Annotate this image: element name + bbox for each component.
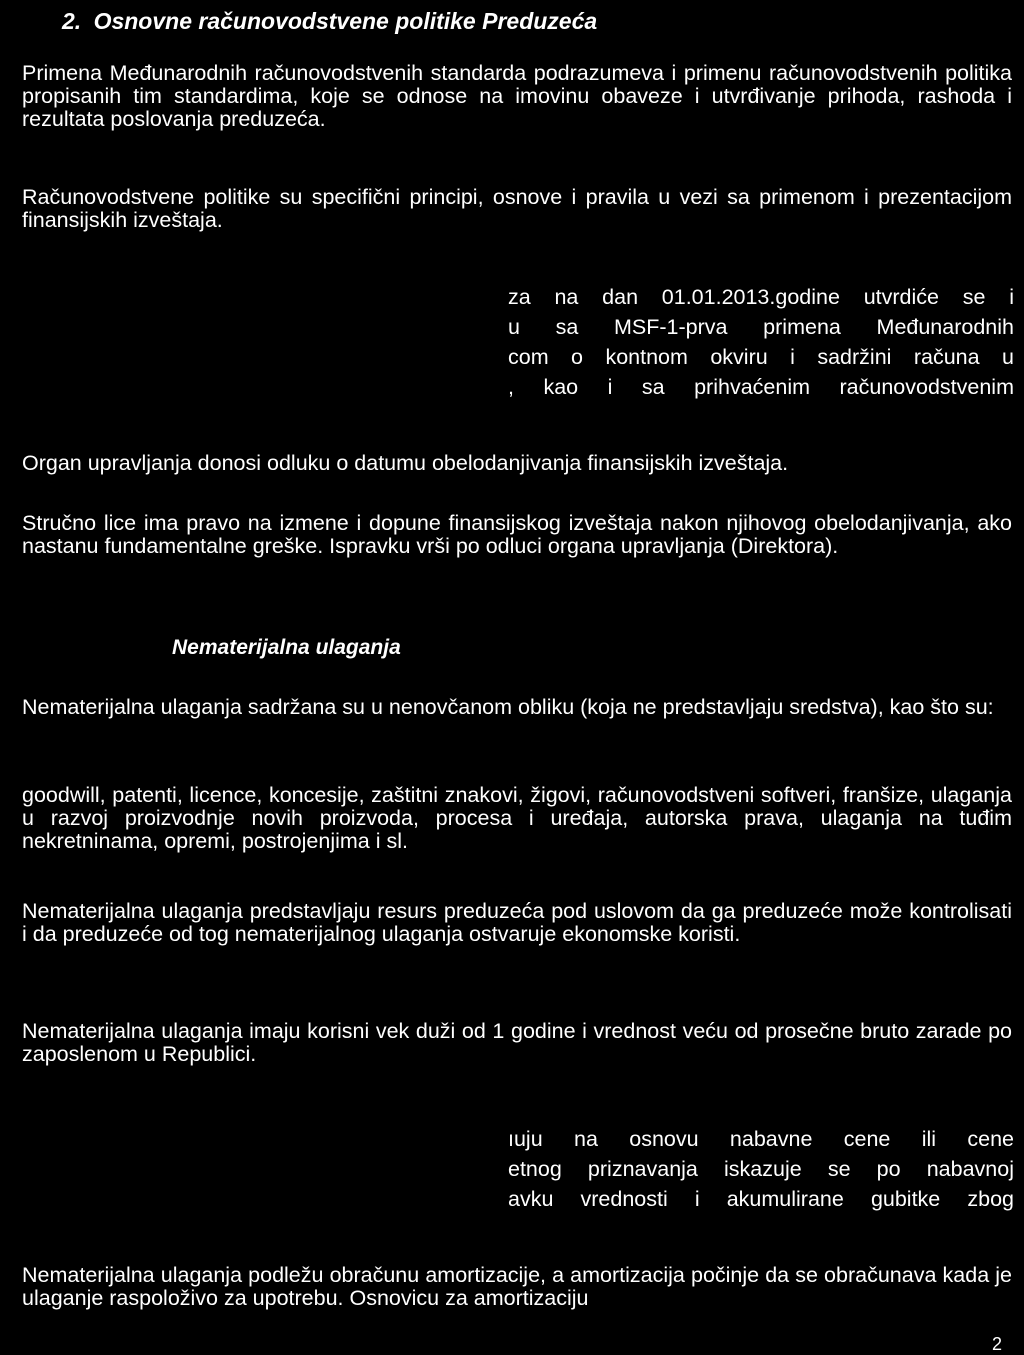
fragment-line: etnog priznavanja iskazuje se po nabavnoj	[508, 1157, 1014, 1181]
fragment-line: u sa MSF-1-prva primena Međunarodnih	[508, 315, 1014, 339]
paragraph-intangibles-useful-life: Nematerijalna ulaganja imaju korisni vek duži od 1 godine i vrednost veću od prosečne bruto zarade po zaposlenom u Republici.	[22, 1019, 1012, 1066]
page-number: 2	[991, 1334, 1002, 1354]
fragment-opening-balance	[508, 282, 1014, 402]
paragraph-intangibles-examples: goodwill, patenti, licence, koncesije, zaštitni znakovi, žigovi, računovodstveni softveri, franšize, ulaganja u razvoj proizvodnje novih proizvoda, procesa i uređaja, autorska prava, ulaganja na tuđim nekretninama, opremi, postrojenjima i sl.	[22, 783, 1012, 853]
fragment-line: , kao i sa prihvaćenim računovodstvenim	[508, 375, 1014, 399]
section-heading	[62, 8, 597, 35]
paragraph-corrections: Stručno lice ima pravo na izmene i dopune finansijskog izveštaja nakon njihovog obelodanjivanja, ako nastanu fundamentalne greške. Ispravku vrši po odluci organa upravljanja (Direktora).	[22, 511, 1012, 558]
section-number: 2.	[62, 8, 82, 34]
fragment-line: ıuju na osnovu nabavne cene ili cene	[508, 1127, 1014, 1151]
fragment-line: com o kontnom okviru i sadržini računa u	[508, 345, 1014, 369]
paragraph-accounting-policies-definition: Računovodstvene politike su specifični principi, osnove i pravila u vezi sa primenom i prezentacijom finansijskih izveštaja.	[22, 185, 1012, 232]
fragment-line: za na dan 01.01.2013.godine utvrdiće se i	[508, 285, 1014, 309]
paragraph-disclosure-decision: Organ upravljanja donosi odluku o datumu obelodanjivanja finansijskih izveštaja.	[22, 451, 789, 475]
subsection-heading-intangibles: Nematerijalna ulaganja	[172, 636, 401, 659]
paragraph-amortization: Nematerijalna ulaganja podležu obračunu amortizacije, a amortizacija počinje da se obračunava kada je ulaganje raspoloživo za upotrebu. Osnovicu za amortizaciju	[22, 1263, 1012, 1310]
fragment-line: avku vrednosti i akumulirane gubitke zbog	[508, 1187, 1014, 1211]
fragment-measurement	[508, 1124, 1014, 1214]
paragraph-ifrs-application: Primena Međunarodnih računovodstvenih standarda podrazumeva i primenu računovodstvenih politika propisanih tim standardima, koje se odnose na imovinu obaveze i utvrđivanje prihoda, rashoda i rezultata poslovanja preduzeća.	[22, 61, 1012, 131]
section-title: Osnovne računovodstvene politike Preduzeća	[93, 8, 598, 34]
paragraph-intangibles-form: Nematerijalna ulaganja sadržana su u nenovčanom obliku (koja ne predstavljaju sredstva), kao što su:	[22, 695, 994, 719]
paragraph-intangibles-resource: Nematerijalna ulaganja predstavljaju resurs preduzeća pod uslovom da ga preduzeće može kontrolisati i da preduzeće od tog nematerijalnog ulaganja ostvaruje ekonomske koristi.	[22, 899, 1012, 946]
